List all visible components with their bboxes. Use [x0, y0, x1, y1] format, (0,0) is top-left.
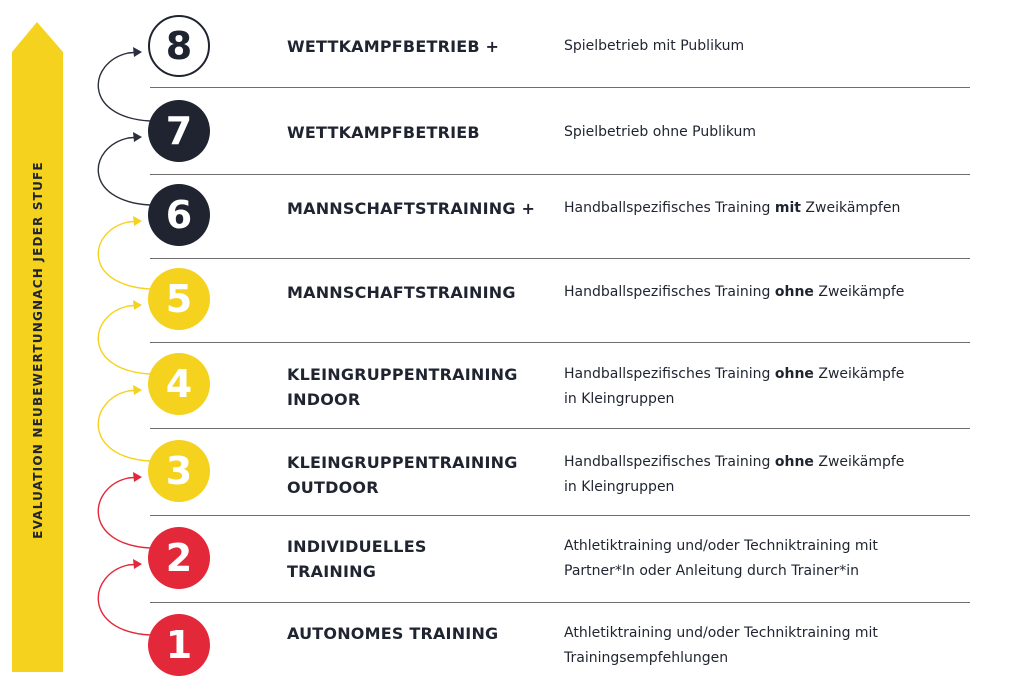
connector-arrow: [98, 52, 150, 121]
stage-description-line: [564, 534, 878, 559]
stage-description: [564, 120, 756, 145]
connector-arrowhead: [133, 132, 142, 142]
description-text: Spielbetrieb mit Publikum: [564, 38, 745, 54]
description-text: Handballspezifisches Training: [564, 284, 775, 300]
row-divider: [150, 602, 970, 603]
stage-description-line: [564, 362, 904, 387]
stage-title: [287, 280, 516, 305]
stage-number-badge: 8: [148, 15, 210, 77]
stage-title-line: TRAINING: [287, 562, 377, 581]
connector-arrow: [98, 477, 150, 548]
stage-title-line: AUTONOMES TRAINING: [287, 624, 499, 643]
stage-number-badge: 6: [148, 184, 210, 246]
stage-description-line: [564, 475, 904, 500]
stage-description-line: [564, 559, 878, 584]
stage-title-line: OUTDOOR: [287, 478, 379, 497]
stage-title: [287, 450, 518, 500]
connector-arrowhead: [133, 385, 142, 395]
stage-title-line: INDOOR: [287, 390, 361, 409]
stage-number-badge: 5: [148, 268, 210, 330]
description-emphasis: ohne: [774, 366, 814, 382]
description-emphasis: ohne: [774, 284, 814, 300]
stage-title: [287, 362, 518, 412]
stage-description: [564, 196, 900, 221]
row-divider: [150, 258, 970, 259]
description-emphasis: mit: [774, 200, 801, 216]
stage-description-line: [564, 280, 904, 305]
description-text: Zweikämpfe: [813, 366, 905, 382]
row-divider: [150, 174, 970, 175]
stage-title-line: KLEINGRUPPENTRAINING: [287, 453, 518, 472]
description-text: Zweikämpfe: [813, 454, 905, 470]
stage-connectors: [98, 47, 150, 635]
row-divider: [150, 428, 970, 429]
stage-description-line: [564, 387, 904, 412]
stage-description-line: [564, 34, 744, 59]
stage-description-line: [564, 646, 878, 671]
stage-title-line: INDIVIDUELLES: [287, 537, 427, 556]
description-text: Athletiktraining und/oder Techniktraining mit: [564, 538, 878, 554]
stage-number-badge: 2: [148, 527, 210, 589]
stage-description-line: [564, 120, 756, 145]
row-divider: [150, 87, 970, 88]
description-text: Handballspezifisches Training: [564, 366, 775, 382]
stage-title: [287, 534, 427, 584]
stage-title-line: KLEINGRUPPENTRAINING: [287, 365, 518, 384]
stage-description: [564, 534, 878, 584]
stage-description: [564, 621, 878, 671]
connector-arrow: [98, 221, 150, 289]
stage-description: [564, 34, 744, 59]
stage-title: [287, 34, 499, 59]
stage-number-badge: 1: [148, 614, 210, 676]
stage-title-line: WETTKAMPFBETRIEB +: [287, 37, 500, 56]
stage-title-line: MANNSCHAFTSTRAINING: [287, 283, 516, 302]
row-divider: [150, 342, 970, 343]
connector-arrowhead: [133, 472, 142, 482]
connector-arrowhead: [133, 300, 142, 310]
connector-arrowhead: [133, 47, 142, 57]
description-text: Spielbetrieb ohne Publikum: [564, 124, 757, 140]
description-text: Athletiktraining und/oder Techniktraining mit: [564, 625, 878, 641]
stage-title: [287, 621, 498, 646]
description-text: Partner*In oder Anleitung durch Trainer*in: [564, 563, 859, 579]
stage-title-line: WETTKAMPFBETRIEB: [287, 123, 480, 142]
stage-description: [564, 280, 904, 305]
description-text: Zweikämpfen: [800, 200, 901, 216]
stage-number-badge: 7: [148, 100, 210, 162]
connector-arrow: [98, 137, 150, 205]
evaluation-label: EVALUATION NEUBEWERTUNGNACH JEDER STUFE: [31, 161, 45, 539]
description-text: Trainingsempfehlungen: [564, 650, 729, 666]
description-text: Zweikämpfe: [813, 284, 905, 300]
stage-number-badge: 3: [148, 440, 210, 502]
stage-description-line: [564, 196, 900, 221]
stage-description-line: [564, 450, 904, 475]
stage-title-line: MANNSCHAFTSTRAINING +: [287, 199, 536, 218]
stage-description-line: [564, 621, 878, 646]
description-text: Handballspezifisches Training: [564, 200, 775, 216]
connector-arrow: [98, 305, 150, 374]
row-divider: [150, 515, 970, 516]
description-text: Handballspezifisches Training: [564, 454, 775, 470]
connector-arrowhead: [133, 216, 142, 226]
stage-description: [564, 362, 904, 412]
description-text: in Kleingruppen: [564, 391, 675, 407]
stage-title: [287, 196, 535, 221]
stage-description: [564, 450, 904, 500]
stage-title: [287, 120, 480, 145]
connector-arrow: [98, 390, 150, 461]
connector-arrow: [98, 564, 150, 635]
description-emphasis: ohne: [774, 454, 814, 470]
connector-arrowhead: [133, 559, 142, 569]
description-text: in Kleingruppen: [564, 479, 675, 495]
stage-number-badge: 4: [148, 353, 210, 415]
